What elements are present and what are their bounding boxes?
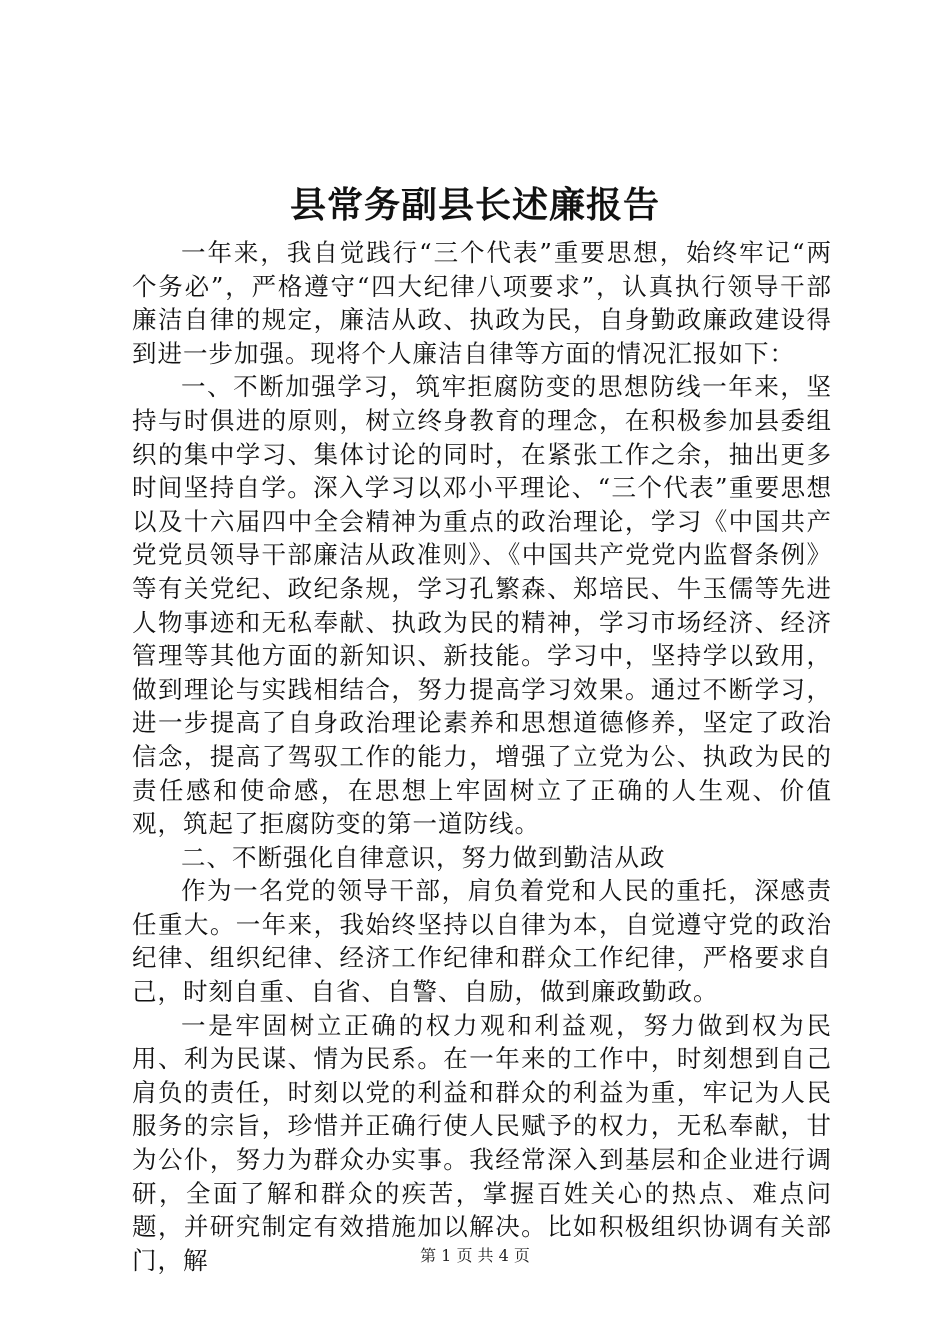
paragraph-point-one: 一是牢固树立正确的权力观和利益观，努力做到权为民用、利为民谋、情为民系。在一年来的工作中，时刻想到自己肩负的责任，时刻以党的利益和群众的利益为重，牢记为人民服务的宗旨，珍惜并正确行使人民赋予的权力，无私奉献，甘为公仆，努力为群众办实事。我经常深入到基层和企业进行调研，全面了解和群众的疾苦，掌握百姓关心的热点、难点问题，并研究制定有效措施加以解决。比如积极组织协调有关部门，解 xyxy=(132,1010,832,1275)
paragraph-section-two-heading: 二、不断强化自律意识，努力做到勤洁从政 xyxy=(181,842,666,872)
paragraph-intro: 一年来，我自觉践行“三个代表”重要思想，始终牢记“两个务必”，严格遵守“四大纪律八项要求”，认真执行领导干部廉洁自律的规定，廉洁从政、执政为民，自身勤政廉政建设得到进一步加强。现将个人廉洁自律等方面的情况汇报如下： xyxy=(132,238,832,368)
document-title: 县常务副县长述廉报告 xyxy=(289,185,660,226)
paragraph-section-one: 一、不断加强学习，筑牢拒腐防变的思想防线一年来，坚持与时俱进的原则，树立终身教育的理念，在积极参加县委组织的集中学习、集体讨论的同时，在紧张工作之余，抽出更多时间坚持自学。深入学习以邓小平理论、“三个代表”重要思想以及十六届四中全会精神为重点的政治理论，学习《中国共产党党员领导干部廉洁从政准则》、《中国共产党党内监督条例》等有关党纪、政纪条规，学习孔繁森、郑培民、牛玉儒等先进人物事迹和无私奉献、执政为民的精神，学习市场经济、经济管理等其他方面的新知识、新技能。学习中，坚持学以致用，做到理论与实践相结合，努力提高学习效果。通过不断学习，进一步提高了自身政治理论素养和思想道德修养，坚定了政治信念，提高了驾驭工作的能力，增强了立党为公、执政为民的责任感和使命感，在思想上牢固树立了正确的人生观、价值观，筑起了拒腐防变的第一道防线。 xyxy=(132,372,832,839)
page-footer: 第 1 页 共 4 页 xyxy=(420,1246,530,1265)
document-body xyxy=(132,236,832,1277)
paragraph-section-two-body: 作为一名党的领导干部，肩负着党和人民的重托，深感责任重大。一年来，我始终坚持以自律为本，自觉遵守党的政治纪律、组织纪律、经济工作纪律和群众工作纪律，严格要求自己，时刻自重、自省、自警、自励，做到廉政勤政。 xyxy=(132,876,832,1007)
